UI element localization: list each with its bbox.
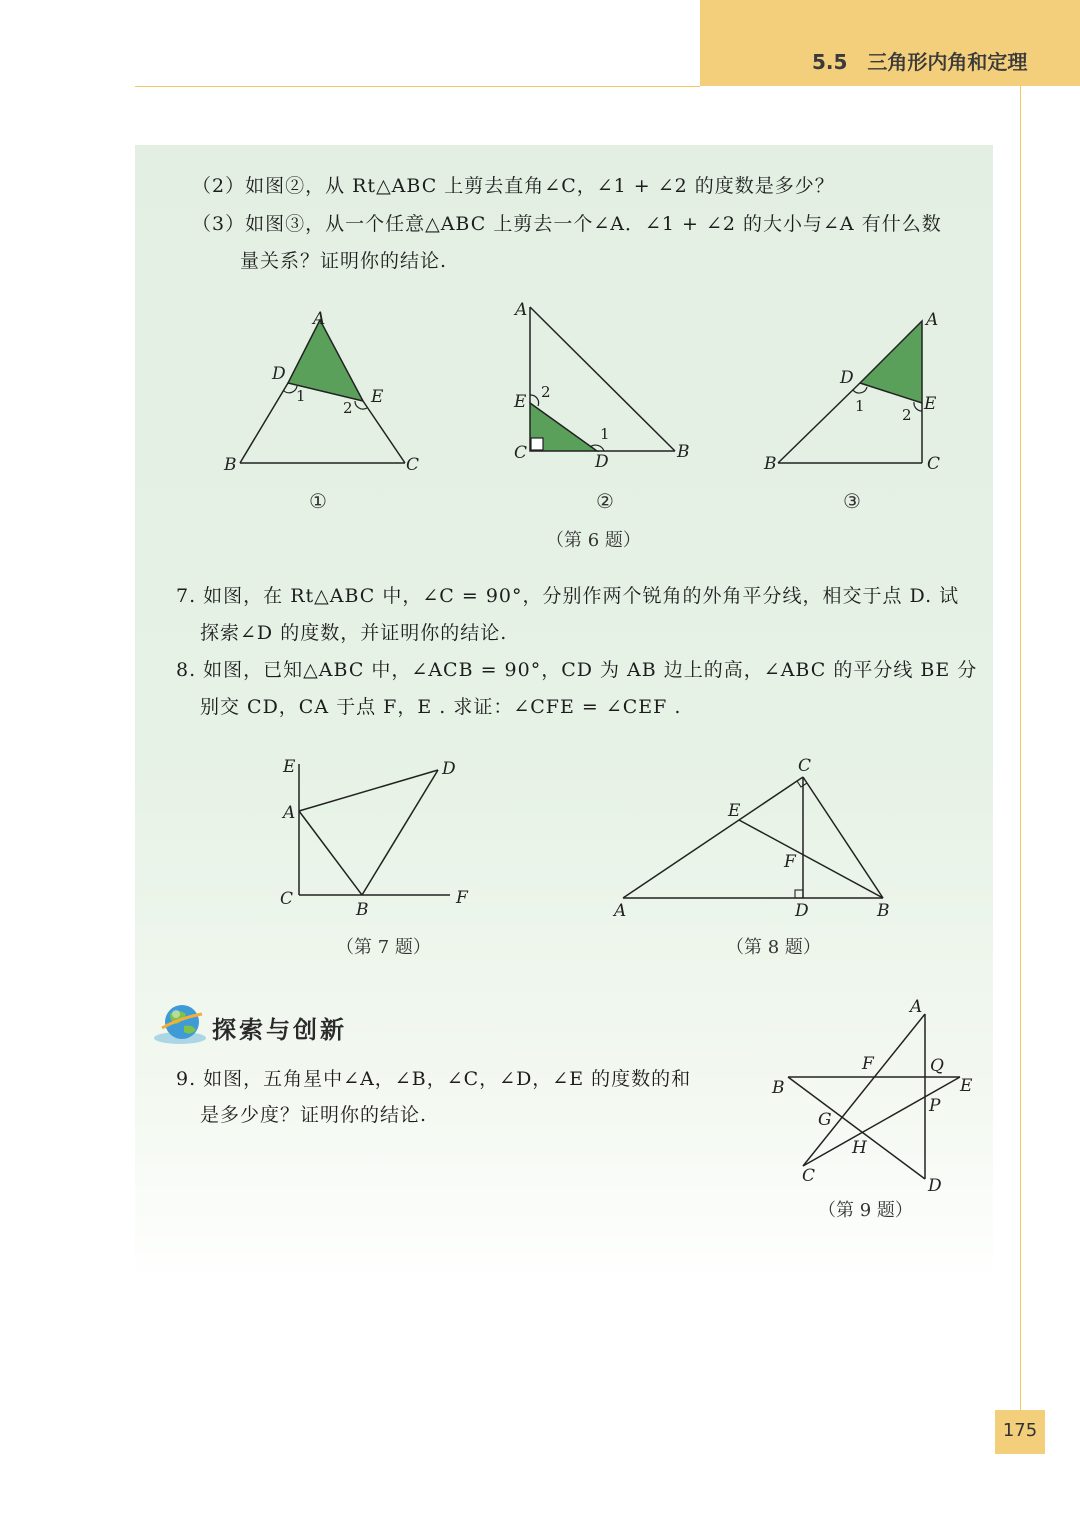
svg-text:P: P [929,1096,941,1116]
label-B: B [224,455,237,475]
figure-6-caption: （第 6 题） [546,530,641,551]
svg-text:A: A [614,901,627,921]
svg-text:2: 2 [541,383,551,401]
problem7-line1: 7. 如图，在 Rt△ABC 中，∠C = 90°，分别作两个锐角的外角平分线，相交于点 D. 试 [176,585,960,607]
svg-text:F: F [784,852,796,872]
figure-7-caption: （第 7 题） [336,937,431,958]
figure-9 [760,995,1000,1200]
figure-8 [605,750,905,925]
problem9-line1: 9. 如图，五角星中∠A，∠B，∠C，∠D，∠E 的度数的和 [176,1068,692,1090]
problem9-line2: 是多少度？证明你的结论. [200,1104,428,1126]
svg-text:C: C [798,756,812,776]
section-title: 5.5 三角形内角和定理 [812,50,1028,74]
globe-icon [150,1000,210,1050]
figure-7 [270,750,485,925]
margin-rule [1020,86,1021,1411]
svg-text:Q: Q [930,1056,944,1076]
svg-text:A: A [283,803,296,823]
svg-text:C: C [802,1166,816,1186]
svg-text:D: D [928,1176,942,1196]
label-C: C [406,455,420,475]
svg-text:2: 2 [902,406,912,424]
problem8-line1: 8. 如图，已知△ABC 中，∠ACB = 90°，CD 为 AB 边上的高，∠ABC 的平分线 BE 分 [176,659,978,681]
figure-6-3-label: ③ [843,489,861,513]
label-A: A [313,309,326,329]
svg-text:A: A [515,300,528,320]
svg-text:C: C [280,889,294,909]
svg-text:H: H [852,1138,867,1158]
svg-text:C: C [514,443,528,463]
svg-text:1: 1 [296,387,306,405]
figure-9-caption: （第 9 题） [818,1200,913,1221]
svg-text:A: A [910,997,923,1017]
figure-6-2-label: ② [596,489,614,513]
figure-8-caption: （第 8 题） [726,937,821,958]
svg-text:B: B [877,901,890,921]
svg-text:A: A [926,310,939,330]
svg-text:D: D [840,368,854,388]
label-D: D [272,364,286,384]
svg-text:1: 1 [600,425,610,443]
svg-text:E: E [728,801,741,821]
problem7-line2: 探索∠D 的度数，并证明你的结论. [200,622,508,644]
svg-text:2: 2 [343,399,353,417]
svg-text:C: C [927,454,941,474]
page-number: 175 [1002,1420,1038,1441]
svg-text:D: D [595,452,609,472]
explore-title: 探索与创新 [212,1016,347,1044]
problem8-line2: 别交 CD，CA 于点 F，E . 求证：∠CFE = ∠CEF . [200,696,682,718]
header-rule [135,86,700,87]
svg-text:E: E [283,757,296,777]
svg-text:B: B [772,1078,785,1098]
svg-text:E: E [924,394,937,414]
problem6-part2: （2）如图②，从 Rt△ABC 上剪去直角∠C，∠1 + ∠2 的度数是多少？ [192,175,835,197]
label-E: E [371,387,384,407]
svg-text:E: E [514,392,527,412]
svg-text:E: E [960,1076,973,1096]
svg-text:F: F [862,1054,874,1074]
svg-text:B: B [677,442,690,462]
svg-text:B: B [764,454,777,474]
svg-text:F: F [456,888,468,908]
problem6-part3-line2: 量关系？证明你的结论. [240,250,448,272]
problem6-part3-line1: （3）如图③，从一个任意△ABC 上剪去一个∠A．∠1 + ∠2 的大小与∠A 有什么数 [192,213,942,235]
figure-6-2 [505,295,700,475]
figure-6-1-label: ① [309,489,327,513]
figure-6-3 [760,305,960,480]
svg-text:G: G [818,1110,832,1130]
svg-text:1: 1 [855,397,865,415]
svg-text:B: B [356,900,369,920]
figure-6-1 [215,300,425,480]
svg-text:D: D [442,759,456,779]
svg-text:D: D [795,901,809,921]
